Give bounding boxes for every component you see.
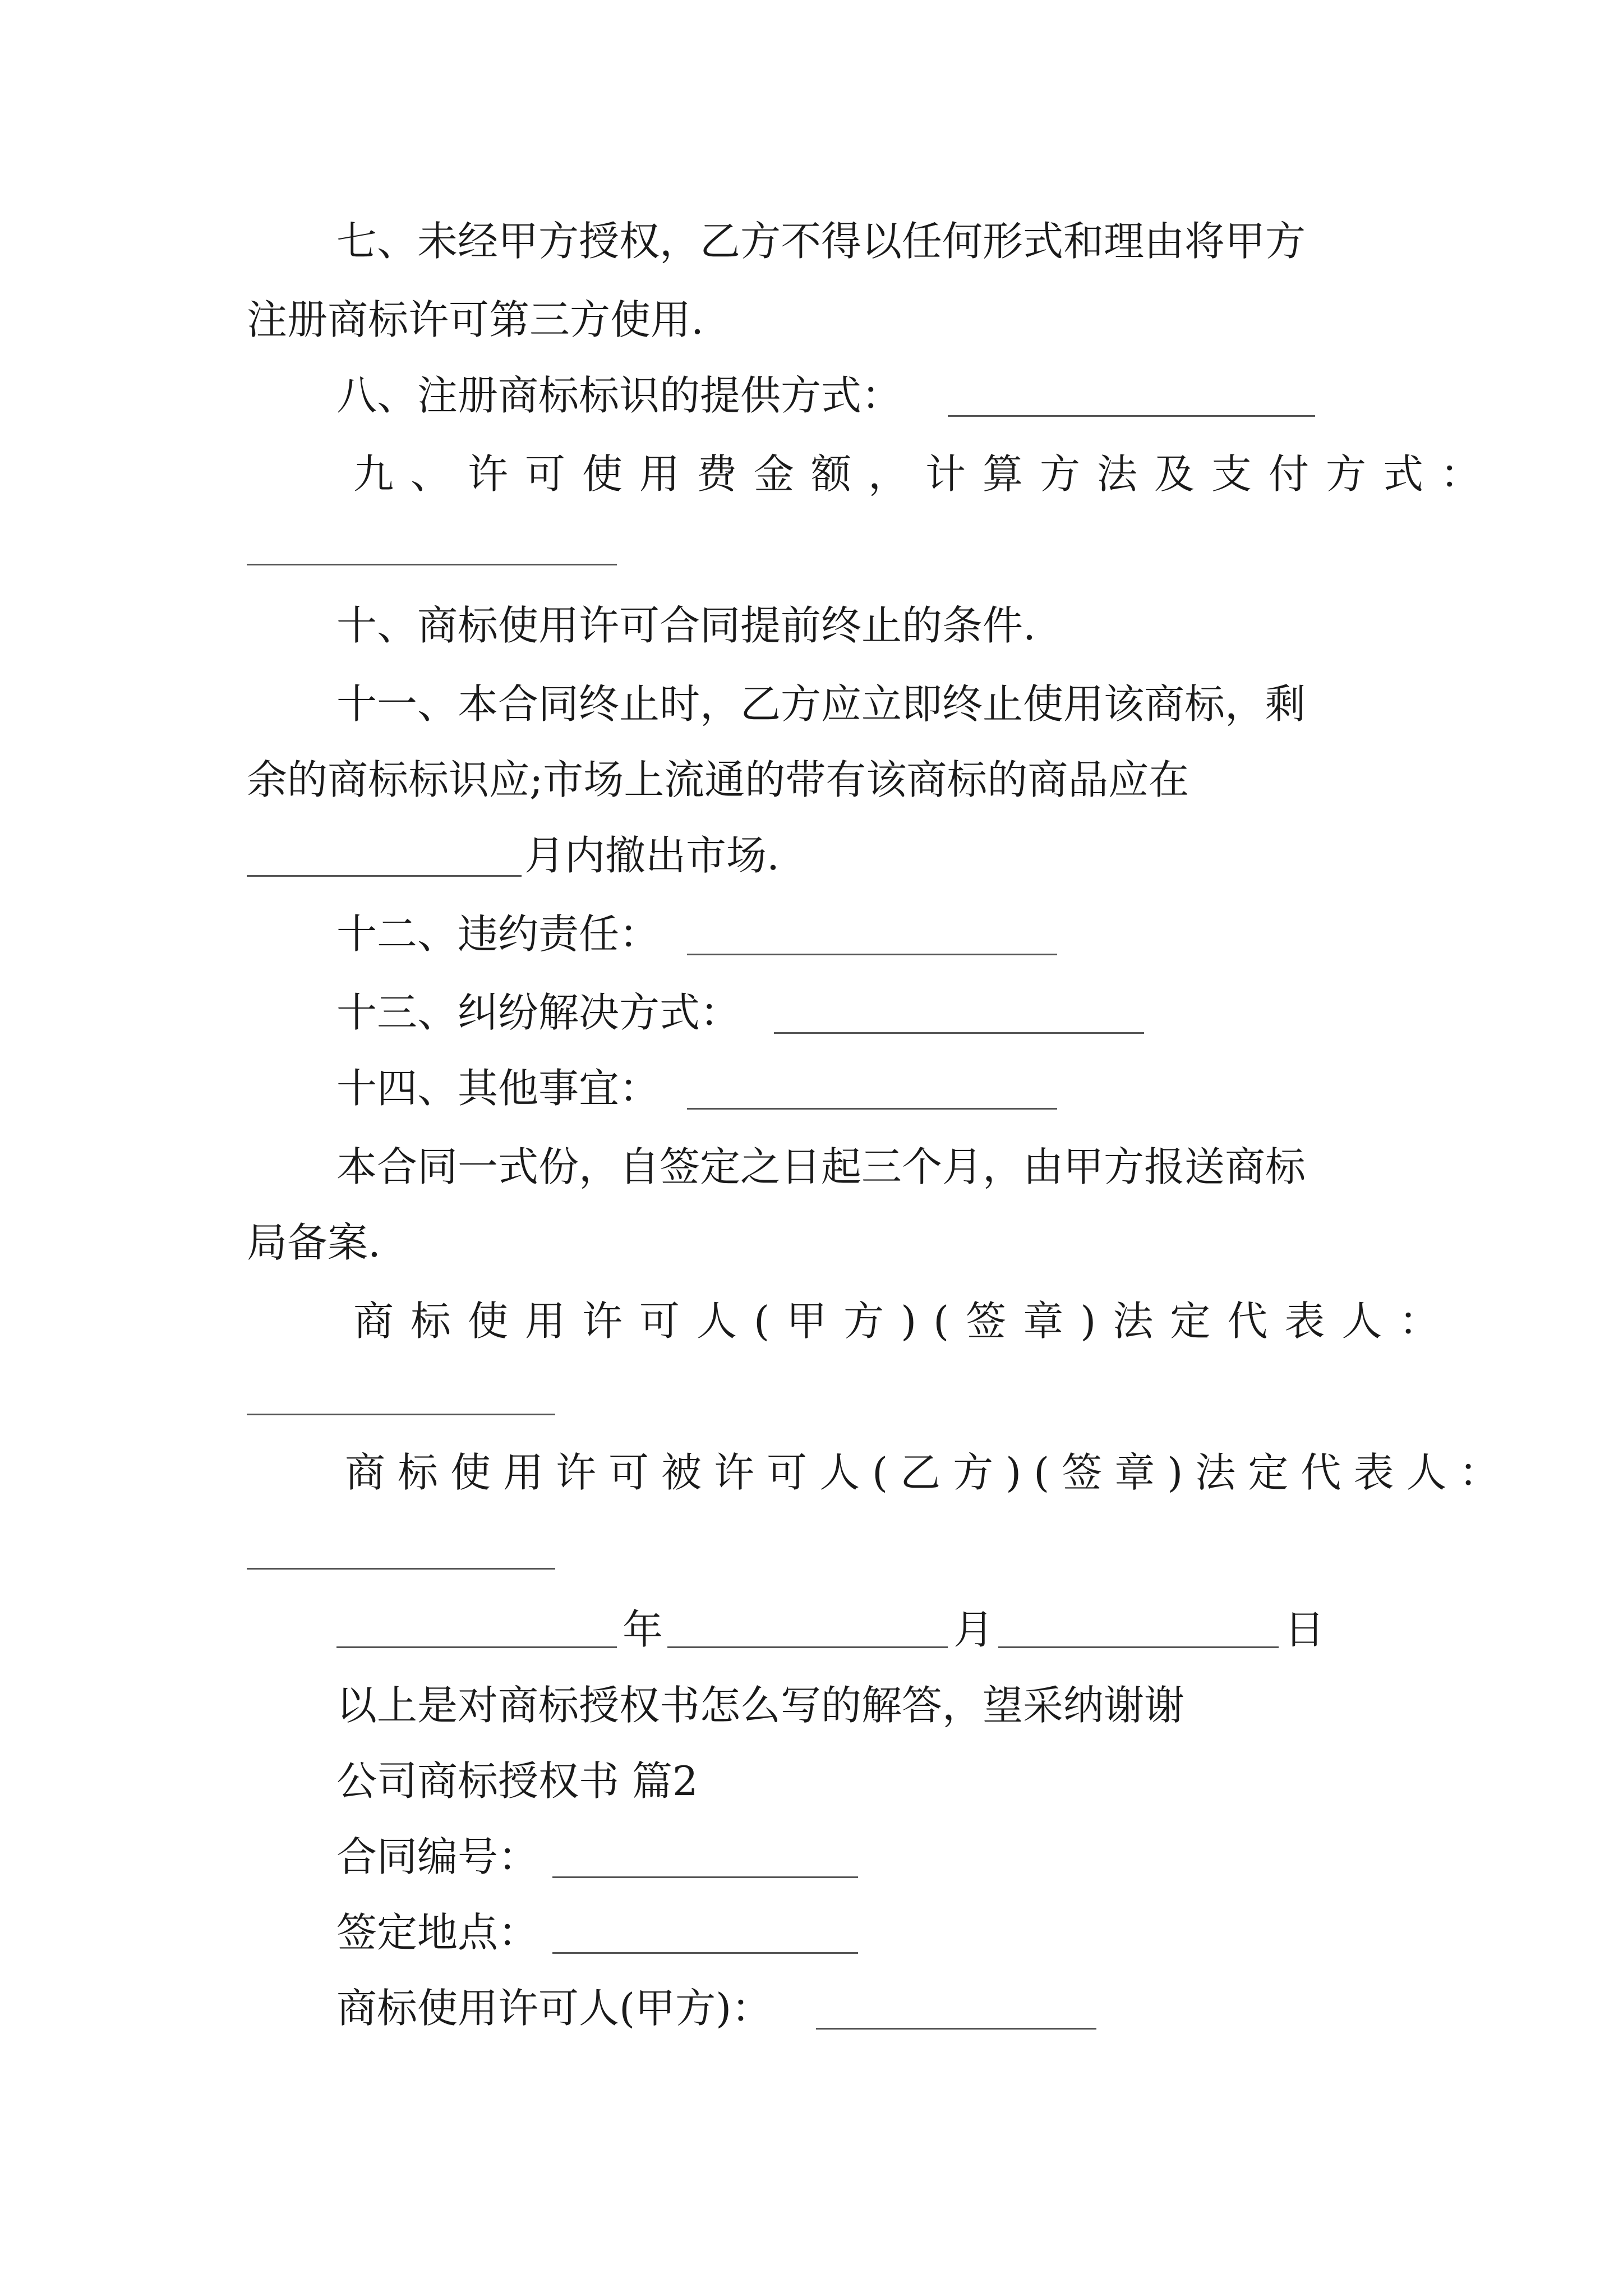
date-year-label: 年 bbox=[623, 1606, 663, 1653]
signature-licensor-blank bbox=[247, 1414, 555, 1415]
clause-14: 十四、其他事宜： bbox=[336, 1065, 660, 1112]
clause-13: 十三、纠纷解决方式： bbox=[336, 989, 741, 1036]
clause-7-line-1: 七、未经甲方授权，乙方不得以任何形式和理由将甲方 bbox=[336, 218, 1306, 265]
sign-place-label: 签定地点： bbox=[336, 1909, 539, 1956]
licensor-blank bbox=[816, 2028, 1096, 2030]
sign-place-blank bbox=[552, 1952, 858, 1954]
clause-12-blank bbox=[687, 954, 1057, 955]
clause-15-line-1: 本合同一式份，自签定之日起三个月，由甲方报送商标 bbox=[336, 1143, 1306, 1190]
clause-11-line-3: 月内撤出市场. bbox=[524, 832, 780, 879]
clause-10: 十、商标使用许可合同提前终止的条件. bbox=[336, 602, 1036, 649]
clause-8-blank bbox=[948, 415, 1315, 417]
clause-11-line-2: 余的商标标识应;市场上流通的带有该商标的商品应在 bbox=[247, 756, 1189, 803]
date-day-label: 日 bbox=[1284, 1606, 1325, 1653]
clause-13-blank bbox=[774, 1032, 1144, 1034]
clause-11-line-1: 十一、本合同终止时，乙方应立即终止使用该商标，剩 bbox=[336, 680, 1306, 728]
date-month-blank bbox=[667, 1646, 948, 1648]
contract-number-label: 合同编号： bbox=[336, 1833, 539, 1880]
closing-remark: 以上是对商标授权书怎么写的解答，望采纳谢谢 bbox=[336, 1682, 1185, 1729]
clause-8 bbox=[336, 367, 902, 424]
clause-15-line-2: 局备案. bbox=[247, 1219, 381, 1266]
clause-7-line-2: 注册商标许可第三方使用. bbox=[247, 296, 704, 343]
contract-number-blank bbox=[552, 1876, 858, 1878]
clause-9: 九、许可使用费金额，计算方法及支付方式： bbox=[353, 450, 1498, 498]
clause-11-months-blank bbox=[247, 875, 522, 877]
signature-licensor: 商标使用许可人(甲方)(签章)法定代表人： bbox=[353, 1297, 1456, 1345]
clause-8-text: 八、注册商标标识的提供方式： bbox=[336, 372, 902, 419]
signature-licensee-blank bbox=[247, 1568, 555, 1570]
signature-licensee: 商标使用许可被许可人(乙方)(签章)法定代表人： bbox=[345, 1449, 1512, 1496]
licensor-label: 商标使用许可人(甲方)： bbox=[336, 1985, 772, 2032]
date-day-blank bbox=[998, 1646, 1279, 1648]
clause-14-blank bbox=[687, 1108, 1057, 1110]
clause-9-blank bbox=[247, 564, 617, 565]
date-month-label: 月 bbox=[953, 1606, 994, 1653]
clause-12: 十二、违约责任： bbox=[336, 910, 660, 958]
section-2-title: 公司商标授权书 篇2 bbox=[336, 1757, 698, 1805]
date-year-blank bbox=[336, 1646, 617, 1648]
